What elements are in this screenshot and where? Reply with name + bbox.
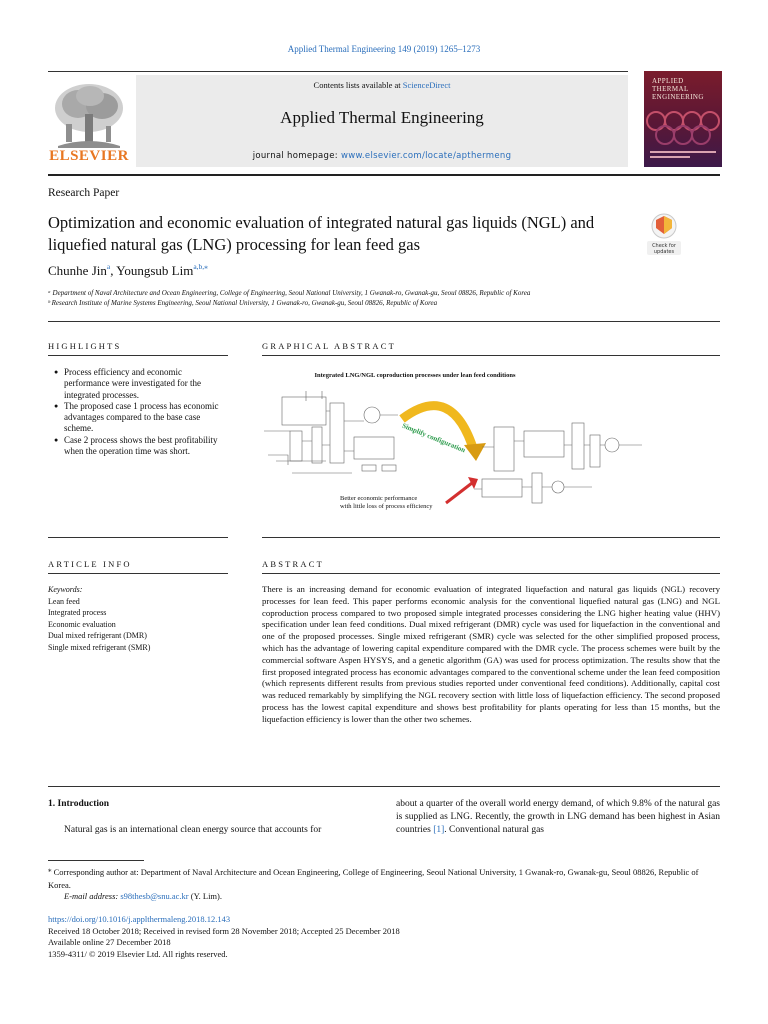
keyword: Dual mixed refrigerant (DMR) [48,631,147,640]
affiliation-a: ᵃ Department of Naval Architecture and Ocean Engineering, College of Engineering, Seoul National University, 1 Gwanak-ro, Gwanak-gu, Seoul 08826, Republic of Korea [48,289,531,297]
process-flow-diagram-right [482,423,642,471]
copyright-line: 1359-4311/ © 2019 Elsevier Ltd. All rights reserved. [48,948,228,959]
author-list [48,263,208,279]
email-link[interactable]: s98thesb@snu.ac.kr [120,891,189,901]
section-rule [48,537,228,538]
affiliation-marker[interactable]: a,b, [193,262,205,271]
keywords-label: Keywords: [48,585,83,594]
highlight-item: ● Case 2 process shows the best profitability when the operation time was short. [54,435,228,458]
graphical-abstract-bottom-line: Better economic performance [340,495,418,502]
highlights-list [54,367,228,457]
svg-text:Check for: Check for [652,243,676,249]
highlights-rule [48,355,228,356]
section-rule [262,537,720,538]
article-info-rule [48,573,228,574]
affiliation-marker[interactable]: a [106,262,111,271]
svg-text:updates: updates [653,249,675,255]
journal-reference-link[interactable]: Applied Thermal Engineering 149 (2019) 1265–1273 [287,44,481,54]
journal-homepage-line [136,151,628,161]
keyword: Single mixed refrigerant (SMR) [48,642,151,652]
intro-paragraph-text: . Conventional natural gas [444,825,545,835]
graphical-abstract-bottom-label [340,495,432,511]
highlights-heading: HIGHLIGHTS [48,341,122,351]
section-rule [48,786,720,787]
result-arrowhead-icon [468,477,478,489]
highlight-item: ● Process efficiency and economic performance were investigated for the integrated processes. [54,367,228,401]
contents-prefix: Contents lists available at [313,80,403,90]
graphical-abstract-rule [262,355,720,356]
cover-title: APPLIED THERMAL ENGINEERING [652,77,704,101]
author-separator: , [110,263,117,278]
paper-title: Optimization and economic evaluation of integrated natural gas liquids (NGL) and liquefied natural gas (LNG) processing for lean feed gas [48,213,595,254]
doi-link[interactable]: https://doi.org/10.1016/j.applthermaleng.2018.12.143 [48,914,231,924]
footnote-rule [48,860,144,861]
intro-paragraph: Natural gas is an international clean energy source that accounts for [64,825,322,835]
elsevier-wordmark: ELSEVIER [49,148,129,164]
corresponding-author-line [48,867,720,891]
article-info-heading: ARTICLE INFO [48,559,132,569]
author-name[interactable]: Youngsub Lim [116,263,194,278]
header-bottom-rule [48,174,720,176]
section-rule [48,321,720,322]
homepage-link[interactable]: www.elsevier.com/locate/apthermeng [340,151,512,161]
corresponding-author-footnote [48,867,720,903]
email-line [48,891,720,903]
intro-right-column [396,798,720,837]
received-dates: Received 18 October 2018; Received in revised form 28 November 2018; Accepted 25 December 2018 [48,925,400,936]
highlight-item: ● The proposed case 1 process has economic advantages compared to the base case scheme. [54,401,228,435]
paper-type: Research Paper [48,187,120,199]
header-top-rule [48,71,628,72]
graphical-abstract-heading: GRAPHICAL ABSTRACT [262,341,396,351]
footnote-text: Corresponding author at: Department of Naval Architecture and Ocean Engineering, College of Engineering, Seoul National University, 1 Gwanak-ro, Gwanak-gu, Seoul 08826, Republic of Korea. [48,867,699,890]
affiliation-b: ᵇ Research Institute of Marine Systems Engineering, Seoul National University, 1 Gwanak-ro, Gwanak-gu, Seoul 08826, Republic of Korea [48,299,438,307]
keyword: Integrated process [48,608,107,617]
author-name[interactable]: Chunhe Jin [48,263,107,278]
article-history [48,914,720,960]
process-flow-diagram-bottom [474,473,592,503]
result-arrow-icon [446,483,472,503]
corresponding-author-marker[interactable]: ⁎ [204,262,208,271]
footnote-mark: ⁎ [48,866,52,874]
graphical-abstract-figure[interactable] [262,361,720,519]
email-label: E-mail address: [64,891,121,901]
email-suffix: (Y. Lim). [188,891,222,901]
citation-link[interactable]: [1] [433,825,445,835]
available-online: Available online 27 December 2018 [48,937,171,947]
contents-line [136,80,628,90]
graphical-abstract-arrow-label: Simplify configuration [400,421,467,455]
check-for-updates-icon[interactable] [644,212,684,258]
abstract-heading: ABSTRACT [262,559,324,569]
intro-heading: 1. Introduction [48,799,110,809]
simplify-arrowhead-icon [464,443,486,461]
sciencedirect-link[interactable]: ScienceDirect [402,80,451,90]
homepage-prefix: journal homepage: [252,151,341,161]
journal-title: Applied Thermal Engineering [280,108,484,127]
keyword: Lean feed [48,596,80,606]
keyword: Economic evaluation [48,619,116,629]
keywords-block [48,584,248,653]
intro-paragraph-text: about a quarter of the overall world energy demand, of which 9.8% of the natural gas is supplied as LNG. Recently, the growth in LNG demand has been highest in Asian countries [396,799,720,835]
graphical-abstract-bottom-line: with little loss of process efficiency [340,503,433,510]
abstract-text: There is an increasing demand for economic evaluation of integrated liquefaction and natural gas liquids (NGL) recovery processes for lean feed. This paper performs economic analysis for the conventional liquefied natural gas (LNG) and NGL coproduction process compared to two proposed simple integrated processes considering the LNG higher heating value (HHV) specification under lean feed conditions. Dual mixed refrigerant (DMR) cycle was used for liquefaction in the conventional and one of the proposed processes. Single mixed refrigerant (SMR) cycle was selected for the other simplified proposed process, which has the advantage of lowering capital expenditure compared with the DMR cycle. The process schemes were built by the commercial software Aspen HYSYS, and a genetic algorithm (GA) was used for process optimization. The results show that the first proposed integrated process has economic advantages compared to the conventional scheme under the lean feed composition (which represents different results from previous studies reported under conventional feed conditions). Additionally, capital cost was reduced remarkably by simplifying the NGL recovery section with little loss of liquefaction efficiency. The second proposed process has the lowest capital expenditure and shows best profitability for plants operating for less than 15 months, but the liquefaction efficiency is lower than the other two schemes. [262,584,720,724]
abstract-rule [262,573,720,574]
intro-left-column [48,798,372,837]
process-flow-diagram-left [264,391,398,473]
graphical-abstract-caption: Integrated LNG/NGL coproduction processes under lean feed conditions [314,372,516,379]
